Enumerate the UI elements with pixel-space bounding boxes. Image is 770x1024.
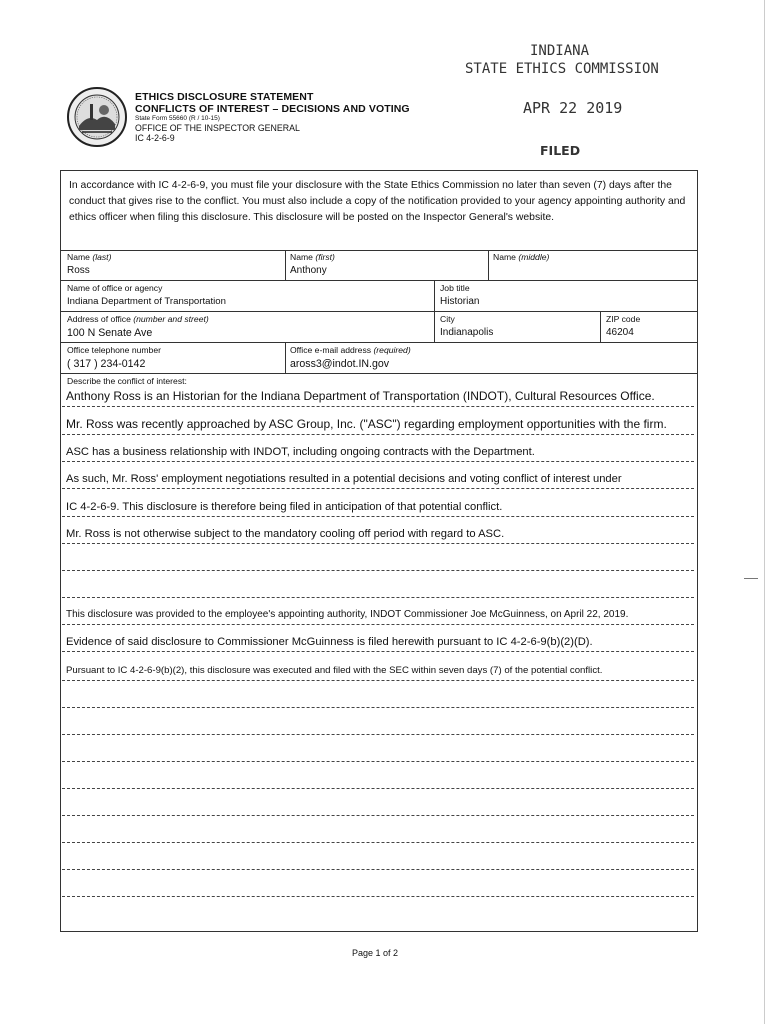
intro-paragraph: In accordance with IC 4-2-6-9, you must file your disclosure with the State Ethics Commission no later than seven (7) days after the conduct that gives rise to the conflict. You must also include a copy of the notification provided to your agency appointing authority and ethics officer when filing this disclosure. This disclosure will be posted on the Inspector General's website. <box>69 180 686 223</box>
phone-field[interactable]: ( 317 ) 234-0142 <box>67 358 146 370</box>
name-first-label: Name (first) <box>290 252 335 262</box>
conflict-line-7: This disclosure was provided to the employee's appointing authority, INDOT Commissioner Joe McGuinness, on April 22, 2019. <box>66 609 629 620</box>
office-name: OFFICE OF THE INSPECTOR GENERAL <box>135 122 300 133</box>
form-header <box>135 91 410 143</box>
address-label: Address of office (number and street) <box>67 314 209 324</box>
stamp-line-commission: STATE ETHICS COMMISSION <box>465 61 659 77</box>
conflict-line-3: ASC has a business relationship with INDOT, including ongoing contracts with the Department. <box>66 446 535 458</box>
name-last-label: Name (last) <box>67 252 112 262</box>
conflict-line-8: Evidence of said disclosure to Commissioner McGuinness is filed herewith pursuant to IC 4-2-6-9(b)(2)(D). <box>66 636 593 648</box>
stamp-date: APR 22 2019 <box>523 99 623 117</box>
form-title: ETHICS DISCLOSURE STATEMENT <box>135 91 314 103</box>
address-field[interactable]: 100 N Senate Ave <box>67 327 153 339</box>
form-number: State Form 55660 (R / 10-15) <box>135 115 220 123</box>
conflict-line-1: Anthony Ross is an Historian for the Indiana Department of Transportation (INDOT), Cultural Resources Office. <box>66 389 655 403</box>
city-field[interactable]: Indianapolis <box>440 327 494 338</box>
conflict-line-5: IC 4-2-6-9. This disclosure is therefore being filed in anticipation of that potential conflict. <box>66 501 503 513</box>
phone-label: Office telephone number <box>67 345 161 355</box>
zip-label: ZIP code <box>606 314 641 324</box>
stamp-line-indiana: INDIANA <box>530 43 590 59</box>
name-last-field[interactable]: Ross <box>67 265 90 276</box>
conflict-label: Describe the conflict of interest: <box>67 376 187 386</box>
form-subtitle: CONFLICTS OF INTEREST – DECISIONS AND VOTING <box>135 103 410 116</box>
conflict-line-9: Pursuant to IC 4-2-6-9(b)(2), this disclosure was executed and filed with the SEC within seven days (7) of the potential conflict. <box>66 665 603 676</box>
scan-edge <box>764 0 765 1024</box>
job-title-label: Job title <box>440 283 470 293</box>
statute-code: IC 4-2-6-9 <box>135 132 175 143</box>
stamp-filed: FILED <box>540 143 581 158</box>
name-middle-label: Name (middle) <box>493 252 550 262</box>
state-seal-icon <box>66 86 128 148</box>
city-label: City <box>440 314 455 324</box>
email-field[interactable]: aross3@indot.IN.gov <box>290 358 390 370</box>
agency-field[interactable]: Indiana Department of Transportation <box>67 296 226 307</box>
job-title-field[interactable]: Historian <box>440 296 480 307</box>
name-first-field[interactable]: Anthony <box>290 265 327 276</box>
scan-mark <box>744 578 758 579</box>
conflict-line-6: Mr. Ross is not otherwise subject to the mandatory cooling off period with regard to ASC. <box>66 528 505 540</box>
page-number: Page 1 of 2 <box>352 948 399 958</box>
email-label: Office e-mail address (required) <box>290 345 411 355</box>
conflict-line-4: As such, Mr. Ross' employment negotiations resulted in a potential decisions and voting conflict of interest under <box>66 473 622 485</box>
conflict-line-2: Mr. Ross was recently approached by ASC Group, Inc. ("ASC") regarding employment opportunities with the firm. <box>66 417 667 431</box>
zip-field[interactable]: 46204 <box>606 327 634 338</box>
agency-label: Name of office or agency <box>67 283 163 293</box>
